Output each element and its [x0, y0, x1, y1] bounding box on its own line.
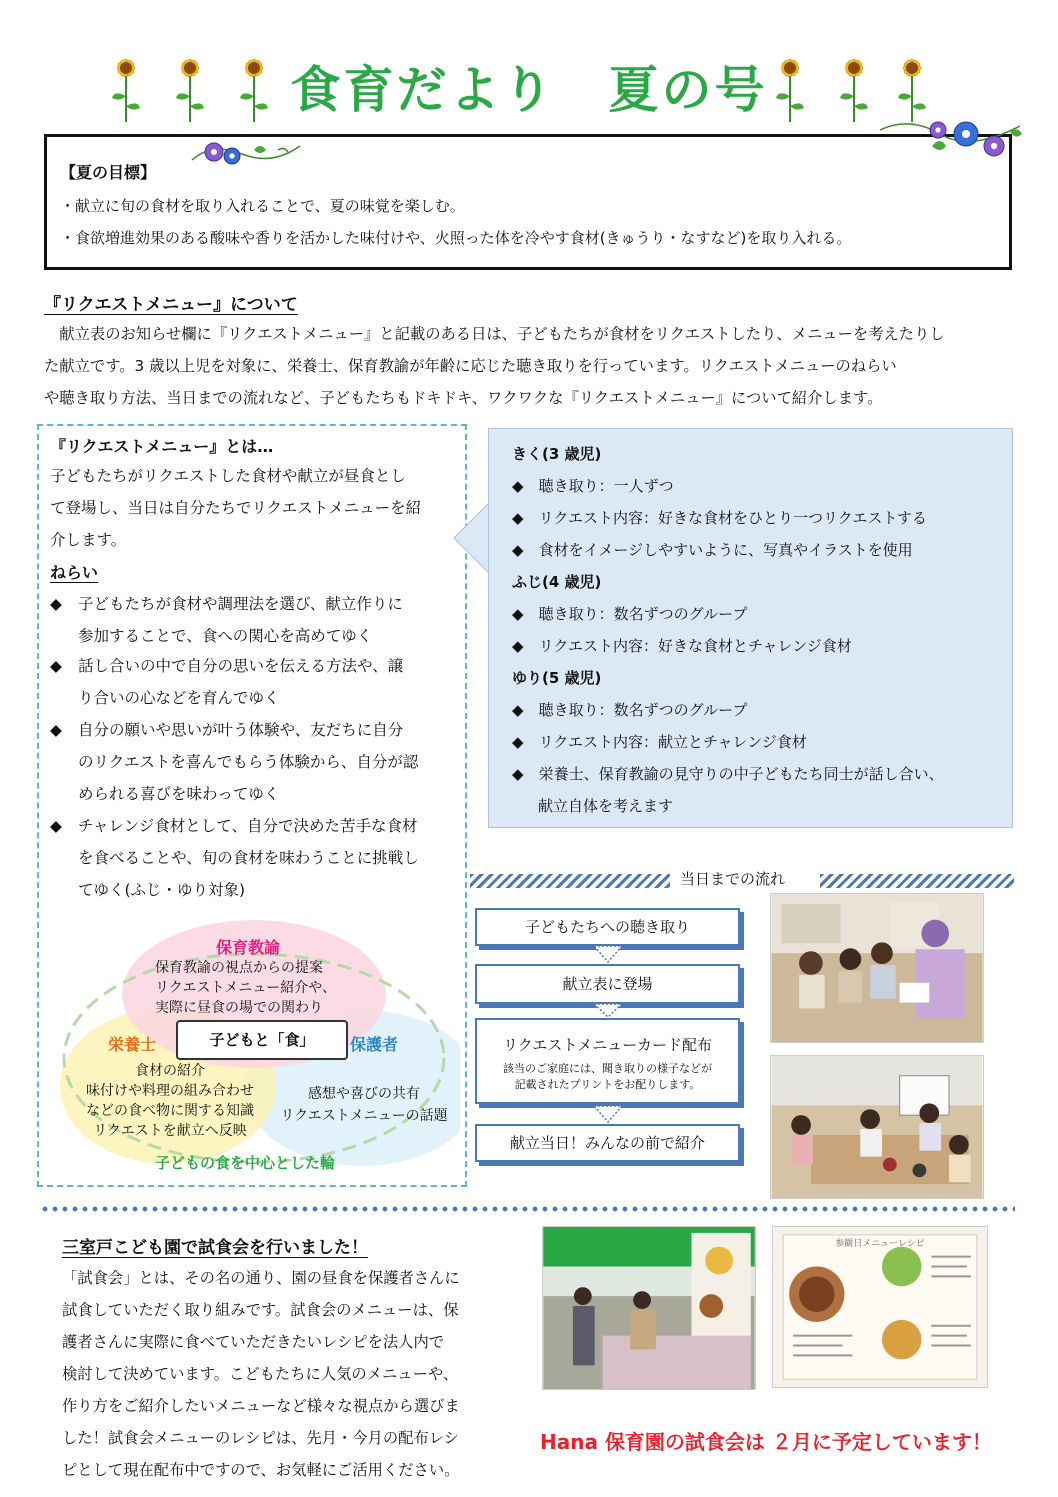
- arrow-down-icon: [594, 1004, 622, 1018]
- goal-item: ・献立に旬の食材を取り入れることで、夏の味覚を楽しむ。: [60, 197, 465, 215]
- goals-heading: 【夏の目標】: [60, 163, 157, 182]
- class-name: きく(3 歳児): [512, 445, 602, 463]
- morning-glory-icon: [188, 134, 304, 170]
- stripe-divider: [470, 874, 670, 888]
- flow-step: リクエストメニューカード配布 該当のご家庭には、聞き取りの様子などが 記載されたプリントをお配りします。: [475, 1018, 740, 1104]
- photo-recipe-poster: [772, 1226, 988, 1388]
- arrow-down-icon: [594, 1106, 622, 1124]
- dotted-divider: [40, 1206, 1015, 1212]
- tasting-note: Hana 保育園の試食会は ２月に予定しています！: [540, 1430, 992, 1454]
- flow-step: 献立当日！みんなの前で紹介: [475, 1124, 740, 1162]
- venn-family-title: 保護者: [350, 1035, 399, 1054]
- class-item: ◆ 聴き取り：数名ずつのグループ: [512, 605, 748, 623]
- what-is-heading: 『リクエストメニュー』とは…: [50, 437, 274, 456]
- class-item: ◆ リクエスト内容：献立とチャレンジ食材: [512, 733, 807, 751]
- photo-tasting-event: [542, 1226, 756, 1390]
- class-item: 献立自体を考えます: [538, 797, 674, 815]
- stripe-divider: [820, 874, 1014, 888]
- morning-glory-icon: [876, 112, 1026, 160]
- request-intro: 献立表のお知らせ欄に『リクエストメニュー』と記載のある日は、子どもたちが食材をリクエストしたり、メニューを考えたりし た献立です。3 歳以上児を対象に、栄養士、保育教諭が年齢に応じた聴き取りを行っています。リクエストメニューのねらい や聴き取り方法、当日までの流れなど、子どもたちもドキドキ、ワクワクな『リクエストメニュー』について紹介します。: [44, 325, 945, 407]
- class-details: [512, 438, 944, 822]
- class-name: ゆり(5 歳児): [512, 669, 602, 687]
- aim-item: ◆ 自分の願いや思いが叶う体験や、友だちに自分 のリクエストを喜んでもらう体験から、自分が認 められる喜びを味わってゆく: [50, 721, 419, 803]
- flow-step: 子どもたちへの聴き取り: [475, 908, 740, 946]
- class-item: ◆ リクエスト内容：好きな食材をひとり一つリクエストする: [512, 509, 927, 527]
- photo-listening: [770, 893, 984, 1043]
- what-is-text: 子どもたちがリクエストした食材や献立が昼食とし て登場し、当日は自分たちでリクエストメニューを紹 介します。: [50, 467, 422, 549]
- class-item: ◆ 聴き取り：数名ずつのグループ: [512, 701, 748, 719]
- class-item: ◆ リクエスト内容：好きな食材とチャレンジ食材: [512, 637, 852, 655]
- class-item: ◆ 栄養士、保育教諭の見守りの中子どもたち同士が話し合い、: [512, 765, 944, 783]
- venn-nutritionist-text: 食材の紹介 味付けや料理の組み合わせ などの食べ物に関する知識 リクエストを献立へ反映: [86, 1063, 254, 1139]
- page-title: 食育だより 夏の号: [290, 61, 768, 119]
- venn-nutritionist-title: 栄養士: [108, 1035, 157, 1054]
- aim-item: ◆ チャレンジ食材として、自分で決めた苦手な食材 を食べることや、旬の食材を味わうことに挑戦し てゆく(ふじ・ゆり対象): [50, 817, 419, 899]
- flow-heading: 当日までの流れ: [680, 870, 786, 888]
- goal-item: ・食欲増進効果のある酸味や香りを活かした味付けや、火照った体を冷やす食材(きゅうり・なすなど)を取り入れる。: [60, 229, 852, 247]
- class-item: ◆ 聴き取り：一人ずつ: [512, 477, 674, 495]
- venn-teacher-title: 保育教諭: [216, 938, 281, 957]
- venn-teacher-text: 保育教諭の視点からの提案 リクエストメニュー紹介や、 実際に昼食の場での関わり: [155, 960, 337, 1016]
- tasting-text: 「試食会」とは、その名の通り、園の昼食を保護者さんに 試食していただく取り組みです。試食会のメニューは、保 護者さんに実際に食べていただきたいレシピを法人内で 検討して決めています。こどもたちに人気のメニューや、 作り方をご紹介したいメニューなど様々な視点から選びま した！試食会メニューのレシピは、先月・今月の配布レシ ピとして現在配布中ですので、お気軽にご活用ください。: [62, 1269, 460, 1479]
- photo-lunch: [770, 1055, 984, 1199]
- aim-item: ◆ 子どもたちが食材や調理法を選び、献立作りに 参加することで、食への関心を高めてゆく: [50, 595, 403, 645]
- flow-step: 献立表に登場: [475, 964, 740, 1004]
- poster-title: 参観日メニューレシピ: [835, 1239, 925, 1249]
- arrow-down-icon: [594, 946, 622, 964]
- venn-caption: 子どもの食を中心とした輪: [155, 1154, 336, 1172]
- class-name: ふじ(4 歳児): [512, 573, 602, 591]
- class-item: ◆ 食材をイメージしやすいように、写真やイラストを使用: [512, 541, 913, 559]
- aim-item: ◆ 話し合いの中で自分の思いを伝える方法や、譲 り合いの心などを育んでゆく: [50, 657, 404, 707]
- venn-center-label: 子どもと「食」: [176, 1020, 348, 1060]
- aims-heading: ねらい: [50, 563, 99, 582]
- tasting-heading: 三室戸こども園で試食会を行いました！: [62, 1238, 368, 1258]
- venn-family-text: 感想や喜びの共有 リクエストメニューの話題: [280, 1086, 448, 1124]
- request-heading: 『リクエストメニュー』について: [44, 295, 298, 315]
